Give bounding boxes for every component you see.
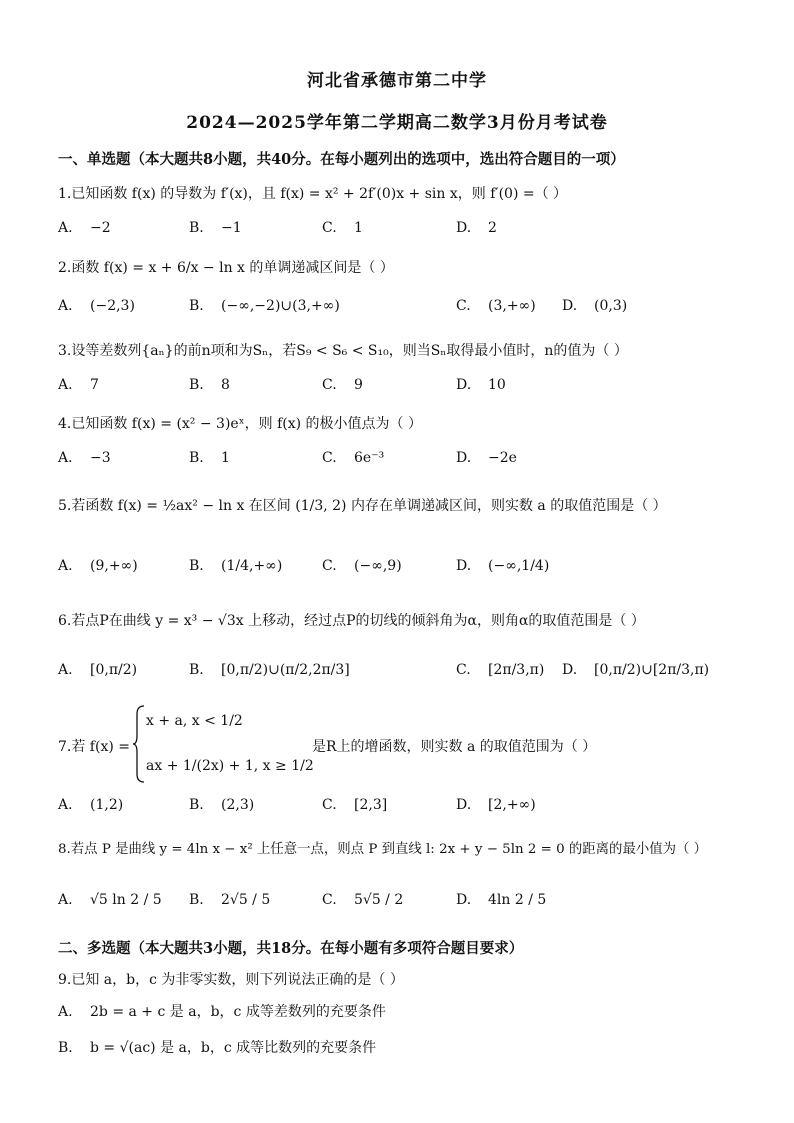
- option-c: C. (3,+∞): [456, 298, 536, 314]
- option-a: A. (9,+∞): [58, 558, 138, 574]
- option-c: C. 1: [322, 220, 363, 236]
- school-name: 河北省承德市第二中学: [307, 71, 487, 91]
- section-multi-choice: 二、多选题（本大题共3小题，共18分。在每小题有多项符合题目要求）: [58, 940, 524, 957]
- option-c: C. [2,3]: [322, 797, 388, 813]
- option-a: A. (−2,3): [58, 298, 135, 314]
- option-c: C. 9: [322, 377, 363, 393]
- question-7-stem-prefix: 7.若 f(x) =: [58, 739, 130, 755]
- option-c: C. 5√5 / 2: [322, 892, 404, 908]
- option-a: A. [0,π/2): [58, 662, 138, 678]
- option-d: D. 10: [456, 377, 506, 393]
- question-7-options: [58, 797, 748, 825]
- option-d: D. −2e: [456, 450, 517, 466]
- option-d: D. (−∞,1/4): [456, 558, 550, 574]
- question-1-stem: 1.已知函数 f(x) 的导数为 f′(x)，且 f(x) = x² + 2f′(0)x + sin x，则 f′(0) =（ ）: [58, 186, 568, 202]
- question-9-option-a: A. 2b = a + c 是 a，b，c 成等差数列的充要条件: [58, 1004, 386, 1020]
- question-1-options: [58, 220, 748, 248]
- option-b: B. 2√5 / 5: [189, 892, 271, 908]
- option-c: C. (−∞,9): [322, 558, 402, 574]
- question-6-stem: 6.若点P在曲线 y = x³ − √3x 上移动，经过点P的切线的倾斜角为α，则角α的取值范围是（ ）: [58, 613, 645, 629]
- option-a: A. (1,2): [58, 797, 124, 813]
- option-b: B. [0,π/2)∪(π/2,2π/3]: [189, 662, 350, 678]
- question-7-stem-suffix: 是R上的增函数，则实数 a 的取值范围为（ ）: [312, 739, 597, 755]
- question-4-stem: 4.已知函数 f(x) = (x² − 3)eˣ，则 f(x) 的极小值点为（ ）: [58, 416, 422, 432]
- option-a: A. √5 ln 2 / 5: [58, 892, 162, 908]
- option-b: B. (2,3): [189, 797, 255, 813]
- option-d: D. 2: [456, 220, 497, 236]
- piece-1: x + a, x < 1/2: [146, 713, 243, 729]
- question-5-options: [58, 558, 748, 586]
- question-9-option-b: B. b = √(ac) 是 a，b，c 成等比数列的充要条件: [58, 1040, 377, 1056]
- question-3-options: [58, 377, 748, 405]
- question-5-stem: 5.若函数 f(x) = ½ax² − ln x 在区间 (1/3, 2) 内存在单调递减区间，则实数 a 的取值范围是（ ）: [58, 498, 667, 514]
- option-b: B. (−∞,−2)∪(3,+∞): [189, 298, 340, 314]
- option-a: A. −3: [58, 450, 111, 466]
- option-d: D. [2,+∞): [456, 797, 536, 813]
- option-b: B. (1/4,+∞): [189, 558, 283, 574]
- option-a: A. 7: [58, 377, 99, 393]
- exam-title: 2024—2025学年第二学期高二数学3月份月考试卷: [186, 113, 608, 133]
- question-2-stem: 2.函数 f(x) = x + 6/x − ln x 的单调递减区间是（ ）: [58, 260, 394, 276]
- option-b: B. 1: [189, 450, 230, 466]
- question-6-options: [58, 662, 748, 690]
- option-a: A. −2: [58, 220, 111, 236]
- option-c: C. 6e⁻³: [322, 450, 385, 466]
- option-c: C. [2π/3,π): [456, 662, 545, 678]
- piecewise-brace: [132, 704, 146, 784]
- question-3-stem: 3.设等差数列{aₙ}的前n项和为Sₙ，若S₉ < S₆ < S₁₀，则当Sₙ取得最小值时，n的值为（ ）: [58, 343, 628, 359]
- option-b: B. −1: [189, 220, 242, 236]
- piece-2: ax + 1/(2x) + 1, x ≥ 1/2: [146, 758, 314, 774]
- option-d: D. (0,3): [562, 298, 628, 314]
- option-d: D. 4ln 2 / 5: [456, 892, 547, 908]
- question-8-options: [58, 892, 748, 920]
- question-8-stem: 8.若点 P 是曲线 y = 4ln x − x² 上任意一点，则点 P 到直线 l: 2x + y − 5ln 2 = 0 的距离的最小值为（ ）: [58, 842, 708, 857]
- option-b: B. 8: [189, 377, 230, 393]
- section-single-choice: 一、单选题（本大题共8小题，共40分。在每小题列出的选项中，选出符合题目的一项）: [58, 151, 625, 168]
- question-9-stem: 9.已知 a，b，c 为非零实数，则下列说法正确的是（ ）: [58, 972, 404, 988]
- option-d: D. [0,π/2)∪[2π/3,π): [562, 662, 710, 678]
- question-4-options: [58, 450, 748, 478]
- question-2-options: [58, 298, 748, 326]
